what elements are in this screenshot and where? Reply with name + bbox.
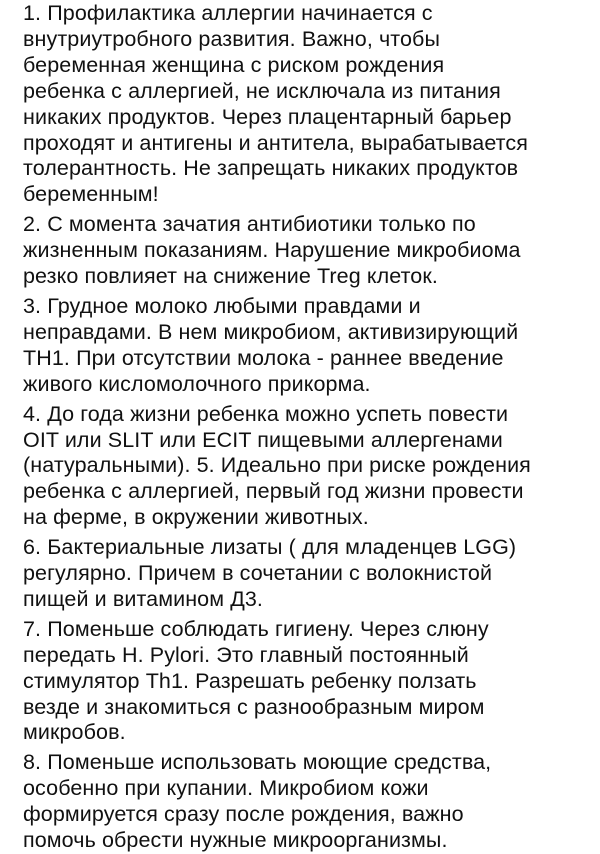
text-line: внутриутробного развития. Важно, чтобы [23, 26, 441, 51]
text-line: регулярно. Причем в сочетании с волокнистой [23, 561, 493, 586]
paragraph-6 [23, 535, 588, 613]
text-line: ребенка с аллергией, не исключала из питания [23, 78, 501, 103]
text-line: живого кисломолочного прикорма. [23, 371, 371, 396]
text-line: на ферме, в окружении животных. [23, 505, 369, 530]
text-line: ребенка с аллергией, первый год жизни провести [23, 479, 524, 504]
paragraph-2 [23, 212, 588, 290]
text-line: передать H. Pylori. Это главный постоянный [23, 642, 469, 667]
text-line: резко повлияет на снижение Treg клеток. [23, 264, 438, 289]
text-line: TH1. При отсутствии молока - раннее введение [23, 345, 504, 370]
paragraph-4 [23, 402, 588, 532]
paragraph-3 [23, 294, 588, 398]
text-line: 6. Бактериальные лизаты ( для младенцев LGG) [23, 535, 517, 560]
text-line: 4. До года жизни ребенка можно успеть повести [23, 401, 509, 426]
paragraph-1 [23, 1, 588, 208]
text-line: 3. Грудное молоко любыми правдами и [23, 293, 421, 318]
text-line: OIT или SLIT или ECIT пищевыми аллергенами [23, 427, 503, 452]
paragraph-8 [23, 750, 588, 854]
text-line: 7. Поменьше соблюдать гигиену. Через слюну [23, 616, 489, 641]
text-line: 1. Профилактика аллергии начинается с [23, 1, 433, 25]
text-line: неправдами. В нем микробиом, активизирующий [23, 319, 519, 344]
text-line: микробов. [23, 720, 126, 745]
text-line: проходят и антигены и антитела, вырабатывается [23, 130, 528, 155]
text-line: 2. С момента зачатия антибиотики только по [23, 212, 476, 237]
text-line: везде и знакомиться с разнообразным миром [23, 694, 485, 719]
text-line: беременным! [23, 182, 159, 207]
text-line: (натуральными). 5. Идеально при риске рождения [23, 453, 531, 478]
text-line: жизненным показаниям. Нарушение микробиома [23, 238, 521, 263]
text-line: стимулятор Th1. Разрешать ребенку ползать [23, 668, 477, 693]
text-line: 8. Поменьше использовать моющие средства, [23, 750, 492, 775]
text-line: помочь обрести нужные микроорганизмы. [23, 828, 448, 853]
text-line: толерантность. Не запрещать никаких продуктов [23, 156, 519, 181]
text-line: никаких продуктов. Через плацентарный барьер [23, 104, 512, 129]
text-line: особенно при купании. Микробиом кожи [23, 776, 429, 801]
text-line: беременная женщина с риском рождения [23, 52, 445, 77]
text-line: формируется сразу после рождения, важно [23, 802, 464, 827]
paragraph-7 [23, 617, 588, 747]
text-line: пищей и витамином Д3. [23, 586, 263, 611]
